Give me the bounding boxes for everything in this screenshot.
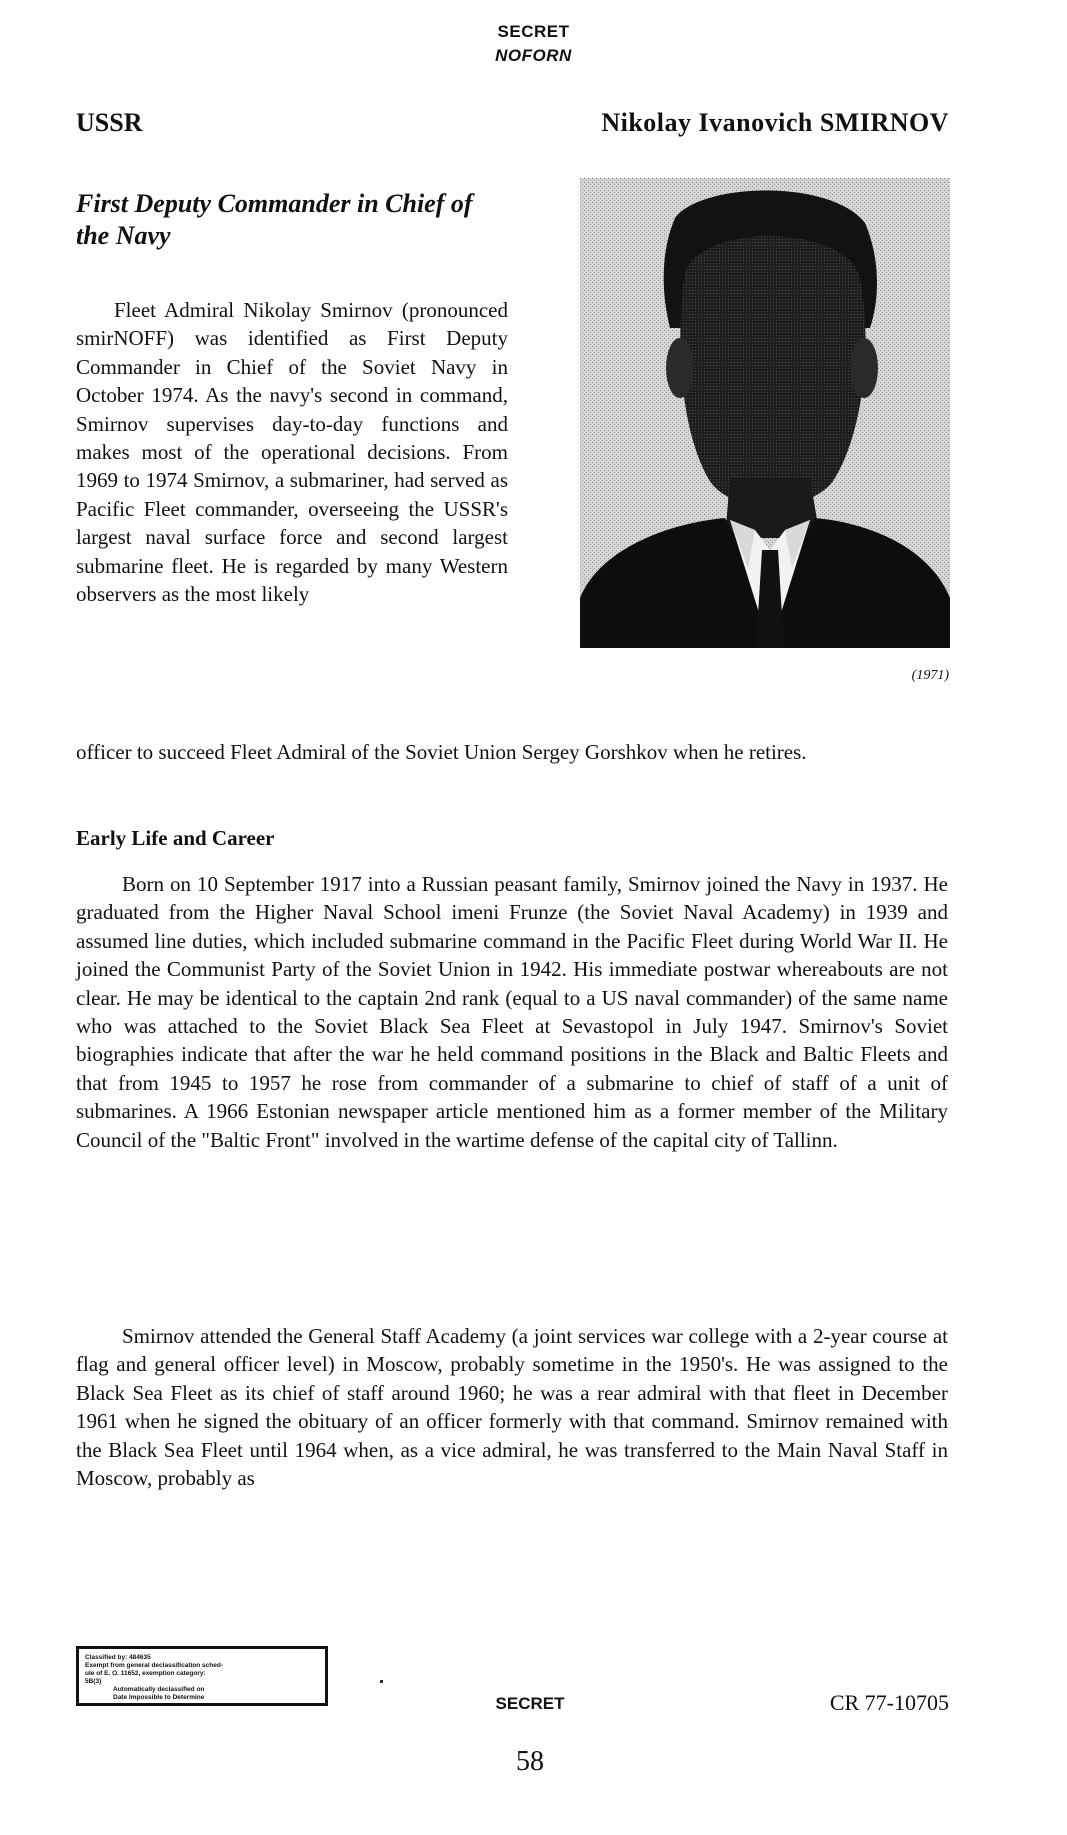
country-label: USSR — [76, 108, 143, 137]
person-name: Nikolay Ivanovich SMIRNOV — [601, 108, 949, 137]
intro-paragraph-continuation: officer to succeed Fleet Admiral of the Soviet Union Sergey Gorshkov when he retires. — [76, 740, 807, 764]
classification-top: SECRET — [497, 22, 570, 41]
classification-block-line: Date Impossible to Determine — [113, 1694, 205, 1701]
classification-block-line: Classified by: 484635 — [85, 1654, 151, 1661]
report-number: CR 77-10705 — [829, 1690, 949, 1715]
portrait-image — [580, 178, 950, 648]
classification-block-line: Exempt from general declassification sched- — [85, 1662, 223, 1669]
photo-year-caption: (1971) — [911, 668, 949, 683]
classification-bottom: SECRET — [495, 1694, 565, 1713]
dissemination-control: NOFORN — [495, 46, 572, 65]
stray-mark — [380, 1680, 383, 1683]
intro-paragraph: Fleet Admiral Nikolay Smirnov (pronounced smirNOFF) was identified as First Deputy Commander in Chief of the Soviet Navy in October 1974. As the navy's second in command, Smirnov supervises day-to-day functions and makes most of the operational decisions. From 1969 to 1974 Smirnov, a submariner, had served as Pacific Fleet commander, overseeing the USSR's largest naval surface force and second largest submarine fleet. He is regarded by many Western observers as the most likely — [76, 298, 508, 607]
section-heading: Early Life and Career — [76, 826, 275, 850]
position-title: First Deputy Commander in Chief of the Navy — [76, 189, 473, 250]
body-paragraph: Born on 10 September 1917 into a Russian peasant family, Smirnov joined the Navy in 1937. He graduated from the Higher Naval School imeni Frunze (the Soviet Naval Academy) in 1939 and assumed line duties, which included submarine command in the Pacific Fleet during World War II. He joined the Communist Party of the Soviet Union in 1942. His immediate postwar whereabouts are not clear. He may be identical to the captain 2nd rank (equal to a US naval commander) of the same name who was attached to the Soviet Black Sea Fleet at Sevastopol in July 1947. Smirnov's Soviet biographies indicate that after the war he held command positions in the Black and Baltic Fleets and that from 1945 to 1957 he rose from commander of a submarine to chief of staff of a unit of submarines. A 1966 Estonian newspaper article mentioned him as a former member of the Military Council of the "Baltic Front" involved in the wartime defense of the capital city of Tallinn. — [76, 872, 948, 1152]
classification-block — [76, 1646, 328, 1706]
classification-block-line: Automatically declassified on — [113, 1686, 205, 1693]
classification-block-line: 5B(3) — [85, 1678, 102, 1685]
page-number: 58 — [516, 1746, 544, 1777]
body-paragraph: Smirnov attended the General Staff Academy (a joint services war college with a 2-year course at flag and general officer level) in Moscow, probably sometime in the 1950's. He was assigned to the Black Sea Fleet as its chief of staff around 1960; he was a rear admiral with that fleet in December 1961 when he signed the obituary of an officer formerly with that command. Smirnov remained with the Black Sea Fleet until 1964 when, as a vice admiral, he was transferred to the Main Naval Staff in Moscow, probably as — [76, 1324, 948, 1491]
portrait-photo — [580, 178, 950, 648]
classification-block-line: ule of E. O. 11652, exemption category: — [85, 1670, 206, 1677]
